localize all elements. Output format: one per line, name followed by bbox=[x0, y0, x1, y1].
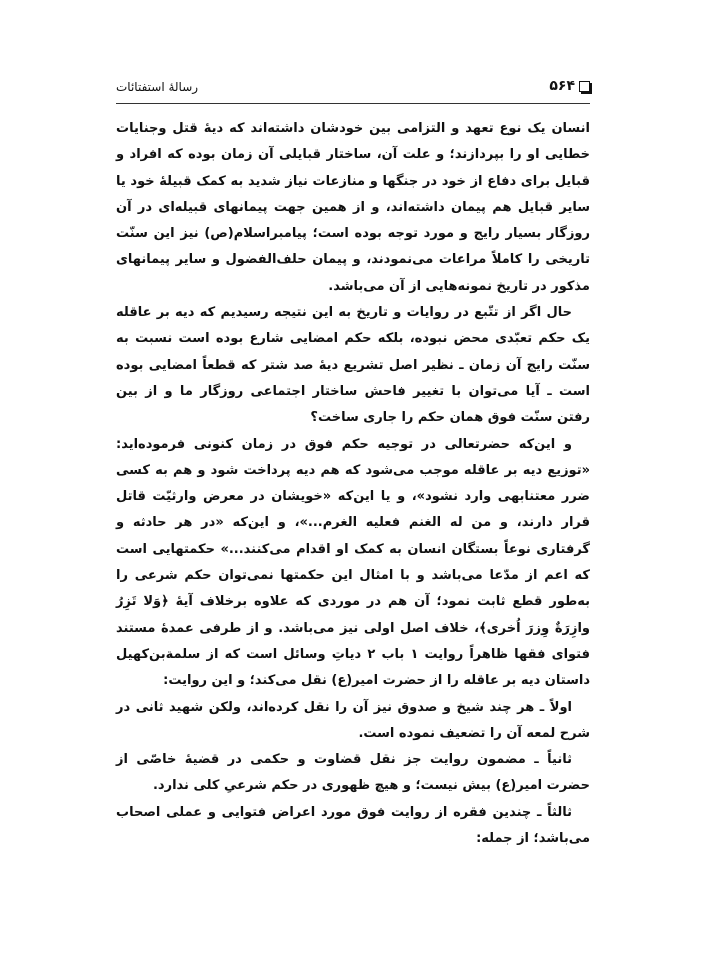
page-number: ۵۶۴ bbox=[549, 78, 575, 94]
paragraph-3: و این‌که حضرتعالی در توجیه حکم فوق در زمان کنونی فرموده‌اید: «توزیع دیه بر عاقله موجب می‌شود که هم دیه پرداخت شود و هم به کسی ضرر معتنابهی وارد نشود»، و یا این‌که «خویشان در معرض وارثیّت قاتل قرار دارند، و من له الغنم فعلیه الغرم...»، و این‌که «در هر حادثه و گرفتاری نوعاً بستگان انسان به کمک او اقدام می‌کنند...» حکمتهایی است که اعم از مدّعا می‌باشد و با امثال این حکمتها نمی‌توان حکم شرعی را به‌طور قطع ثابت نمود؛ آن هم در موردی که علاوه برخلاف آیهٔ ﴿وَلا تَزِرُ وازِرَةٌ وِزرَ اُخری﴾، خلاف اصل اولی نیز می‌باشد. و از طرفی عمدهٔ مستند فتوای فقها ظاهراً روایت ۱ باب ۲ دیاتِ وسائل است که از سلمة‌بن‌کهیل داستان دیه بر عاقله را از حضرت امیر(ع) نقل می‌کند؛ و این روایت: bbox=[116, 436, 591, 689]
paragraph-5: ثانیاً ـ مضمون روایت جز نقل قضاوت و حکمی در قضیهٔ خاصّی از حضرت امیر(ع) بیش نیست؛ و هیچ ظهوری در حکم شرعیِ کلی ندارد. bbox=[116, 752, 590, 794]
square-bullet-icon bbox=[579, 81, 590, 92]
main-text bbox=[116, 116, 590, 852]
paragraph-6: ثالثاً ـ چندین فقره از روایت فوق مورد اعراض فتوایی و عملی اصحاب می‌باشد؛ از جمله: bbox=[116, 804, 590, 847]
paragraph-4: اولاً ـ هر چند شیخ و صدوق نیز آن را نقل کرده‌اند، ولکن شهید ثانی در شرح لمعه آن را تضعیف نموده است. bbox=[116, 699, 590, 741]
header-divider bbox=[116, 103, 590, 104]
page-header bbox=[116, 78, 590, 100]
page-number-block bbox=[549, 78, 590, 94]
paragraph-2: حال اگر از تتّبع در روایات و تاریخ به این نتیجه رسیدیم که دیه بر عاقله یک حکم تعبّدی محض نبوده، بلکه حکم امضایی شارع بوده است نسبت به سنّت رایج آن زمان ـ نظیر اصل تشریع دیهٔ صد شتر که قطعاً امضایی بوده است ـ آیا می‌توان با تغییر فاحش ساختار اجتماعی روزگار ما و از بین رفتن سنّت فوق همان حکم را جاری ساخت؟ bbox=[116, 305, 590, 426]
paragraph-1: انسان یک نوع تعهد و التزامی بین خودشان داشته‌اند که دیهٔ قتل وجنایات خطایی او را بپردازند؛ و علت آن، ساختار قبایلی آن زمان بوده که افراد و قبایل برای دفاع از خود در جنگها و منازعات نیاز شدید به کمک قبیلهٔ خود یا سایر قبایل هم پیمان داشته‌اند، و از همین جهت پیمانهای قبیله‌ای در آن روزگار بسیار رایج و مورد توجه بوده است؛ پیامبراسلام(ص) نیز این سنّت تاریخی را کاملاً مراعات می‌نمودند، و پیمان حلف‌الفضول و سایر پیمانهای مذکور در تاریخ نمونه‌هایی از آن می‌باشد. bbox=[116, 121, 590, 294]
running-title: رسالهٔ استفتائات bbox=[116, 80, 199, 94]
